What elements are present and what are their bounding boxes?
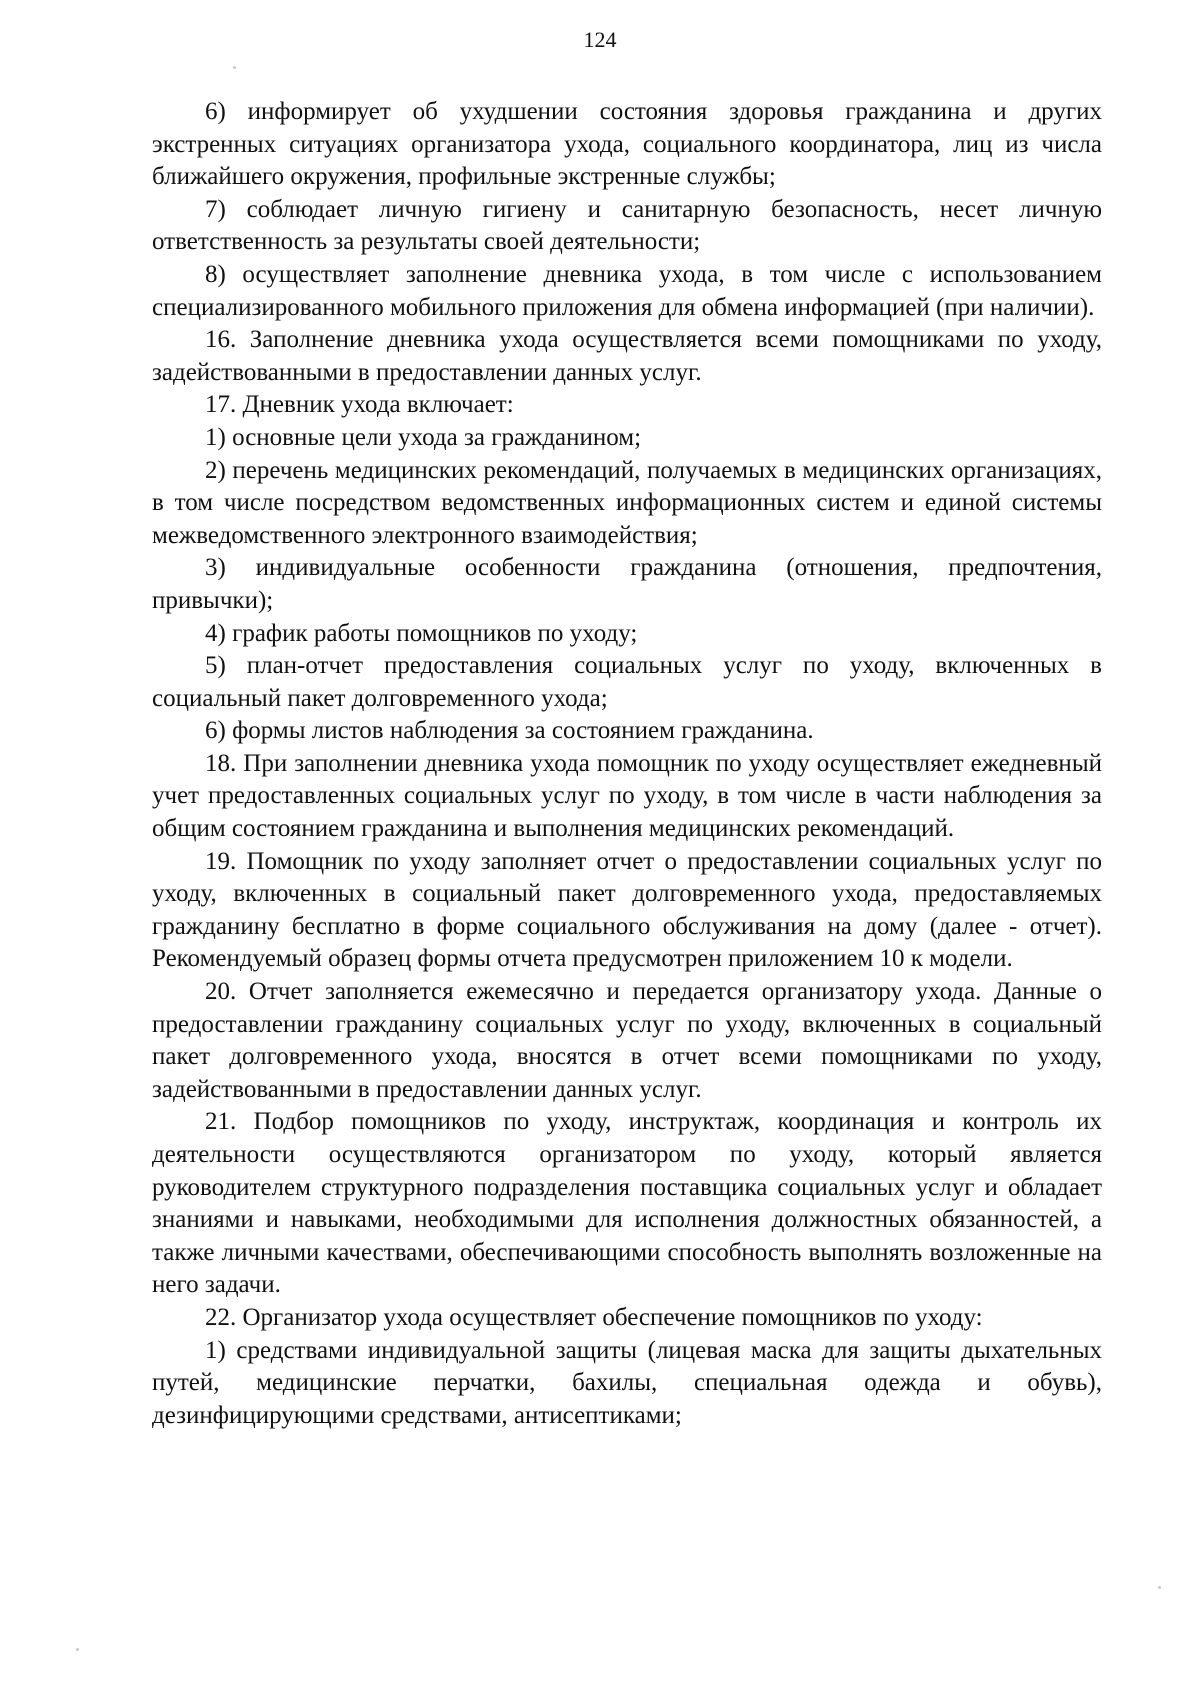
paragraph-17-item-5: 5) план-отчет предоставления социальных услуг по уходу, включенных в социальный пакет долговременного ухода; xyxy=(152,652,1102,712)
paragraph-17-item-3: 3) индивидуальные особенности гражданина (отношения, предпочтения, привычки); xyxy=(152,554,1102,614)
paragraph-22: 22. Организатор ухода осуществляет обеспечение помощников по уходу: xyxy=(205,1303,983,1331)
paragraph-19: 19. Помощник по уходу заполняет отчет о предоставлении социальных услуг по уходу, включенных в социальный пакет долговременного ухода, предоставляемых гражданину бесплатно в форме социального обслуживания на дому (далее - отчет). Рекомендуемый образец формы отчета предусмотрен приложением 10 к модели. xyxy=(152,847,1102,973)
scan-speck xyxy=(1158,1586,1161,1589)
paragraph-16: 16. Заполнение дневника ухода осуществляется всеми помощниками по уходу, задействованными в предоставлении данных услуг. xyxy=(152,326,1102,386)
document-body xyxy=(152,96,1102,1432)
paragraph-item-7: 7) соблюдает личную гигиену и санитарную безопасность, несет личную ответственность за результаты своей деятельности; xyxy=(152,195,1102,256)
paragraph-17: 17. Дневник ухода включает: xyxy=(205,391,514,419)
paragraph-17-item-6: 6) формы листов наблюдения за состоянием гражданина. xyxy=(205,717,814,745)
paragraph-item-6: 6) информирует об ухудшении состояния здоровья гражданина и других экстренных ситуациях организатора ухода, социального координатора, лиц из числа ближайшего окружения, профильные экстренные службы; xyxy=(152,98,1102,191)
page-number: 124 xyxy=(583,27,617,52)
paragraph-22-item-1: 1) средствами индивидуальной защиты (лицевая маска для защиты дыхательных путей, медицинские перчатки, бахилы, специальная одежда и обувь), дезинфицирующими средствами, антисептиками; xyxy=(152,1336,1102,1429)
scan-speck xyxy=(76,1648,79,1651)
scan-speck xyxy=(233,66,236,69)
paragraph-item-8: 8) осуществляет заполнение дневника ухода, в том числе с использованием специализированного мобильного приложения для обмена информацией (при наличии). xyxy=(152,260,1102,321)
paragraph-18: 18. При заполнении дневника ухода помощник по уходу осуществляет ежедневный учет предоставленных социальных услуг по уходу, в том числе в части наблюдения за общим состоянием гражданина и выполнения медицинских рекомендаций. xyxy=(152,749,1102,843)
paragraph-20: 20. Отчет заполняется ежемесячно и передается организатору ухода. Данные о предоставлении гражданину социальных услуг по уходу, включенных в социальный пакет долговременного ухода, вносятся в отчет всеми помощниками по уходу, задействованными в предоставлении данных услуг. xyxy=(152,978,1102,1103)
paragraph-17-item-4: 4) график работы помощников по уходу; xyxy=(205,619,638,647)
paragraph-17-item-2: 2) перечень медицинских рекомендаций, получаемых в медицинских организациях, в том числе посредством ведомственных информационных систем и единой системы межведомственного электронного взаимодействия; xyxy=(152,456,1102,549)
paragraph-21: 21. Подбор помощников по уходу, инструктаж, координация и контроль их деятельности осуществляются организатором по уходу, который является руководителем структурного подразделения поставщика социальных услуг и обладает знаниями и навыками, необходимыми для исполнения должностных обязанностей, а также личными качествами, обеспечивающими способность выполнять возложенные на него задачи. xyxy=(152,1108,1102,1299)
paragraph-17-item-1: 1) основные цели ухода за гражданином; xyxy=(205,423,642,451)
